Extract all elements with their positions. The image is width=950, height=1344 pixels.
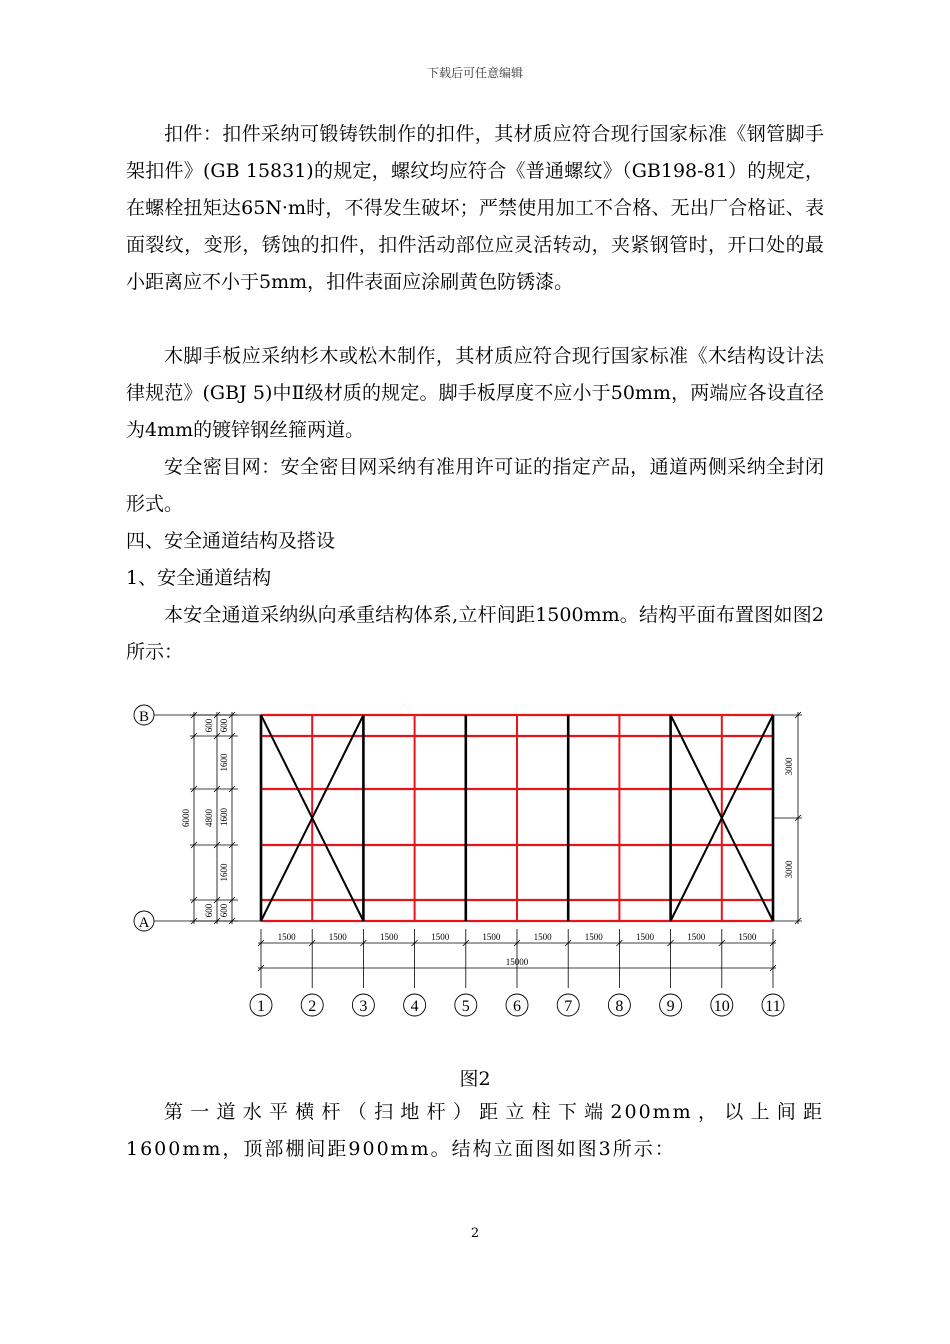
dim-segment-label: 600 bbox=[219, 903, 229, 918]
page-number: 2 bbox=[470, 1226, 480, 1241]
paragraph-safety-net: 安全密目网：安全密目网采纳有准用许可证的指定产品，通道两侧采纳全封闭形式。 bbox=[126, 456, 824, 515]
dim-segment-label: 1600 bbox=[219, 863, 229, 882]
column-axis-label: 8 bbox=[615, 998, 624, 1015]
bay-spacing-label: 1500 bbox=[277, 932, 296, 942]
paragraph-scaffold-board: 木脚手板应采纳杉木或松木制作，其材质应符合现行国家标准《木结构设计法律规范》(GBJ 5)中Ⅱ级材质的规定。脚手板厚度不应小于50mm，两端应各设直径为4mm的镀锌钢丝箍两道。 bbox=[126, 345, 824, 441]
column-axis-label: 7 bbox=[564, 998, 573, 1015]
page-header: 下载后可任意编辑 bbox=[426, 66, 523, 80]
bay-spacing-label: 1500 bbox=[533, 932, 552, 942]
dim-right-label: 3000 bbox=[784, 757, 794, 776]
bay-spacing-label: 1500 bbox=[328, 932, 347, 942]
bay-spacing-label: 1500 bbox=[584, 932, 603, 942]
paragraph-structure-intro: 本安全通道采纳纵向承重结构体系,立杆间距1500mm。结构平面布置图如图2所示： bbox=[126, 604, 824, 663]
figure-caption: 图2 bbox=[459, 1068, 491, 1090]
bay-spacing-label: 1500 bbox=[431, 932, 450, 942]
column-axis-label: 11 bbox=[765, 998, 781, 1015]
column-axis-label: 4 bbox=[410, 998, 419, 1015]
dim-segment-label: 600 bbox=[219, 718, 229, 733]
column-axis-label: 6 bbox=[513, 998, 521, 1015]
dim-segment-label: 1600 bbox=[219, 753, 229, 772]
axis-label-A: A bbox=[138, 915, 150, 931]
bay-spacing-label: 1500 bbox=[636, 932, 654, 942]
column-axis-label: 2 bbox=[308, 998, 317, 1015]
total-length-label: 15000 bbox=[505, 957, 529, 967]
column-axis-label: 9 bbox=[666, 998, 675, 1015]
dim-edge-label: 600 bbox=[204, 903, 214, 918]
bay-spacing-label: 1500 bbox=[482, 932, 501, 942]
subsection-heading-4-1: 1、安全通道结构 bbox=[126, 567, 272, 589]
paragraph-fasteners: 扣件：扣件采纳可锻铸铁制作的扣件，其材质应符合现行国家标准《钢管脚手架扣件》(GB 15831)的规定，螺纹均应符合《普通螺纹》（GB198-81）的规定，在螺栓扭矩达65N·m时，不得发生破坏；严禁使用加工不合格、无出厂合格证、表面裂纹，变形，锈蚀的扣件，扣件活动部位应灵活转动，夹紧钢管时，开口处的最小距离应不小于5mm，扣件表面应涂刷黄色防锈漆。 bbox=[126, 123, 824, 293]
dim-inner-label: 4800 bbox=[204, 809, 214, 827]
structural-plan-drawing bbox=[126, 700, 824, 1030]
bay-spacing-label: 1500 bbox=[738, 932, 757, 942]
column-axis-label: 1 bbox=[257, 998, 265, 1015]
axis-label-B: B bbox=[138, 709, 150, 725]
dim-overall-label: 6000 bbox=[181, 809, 191, 827]
structural-plan-figure bbox=[126, 700, 824, 1030]
column-axis-label: 10 bbox=[713, 998, 730, 1015]
dim-edge-label: 600 bbox=[204, 718, 214, 733]
dim-segment-label: 1600 bbox=[219, 808, 229, 826]
column-axis-label: 5 bbox=[461, 998, 470, 1015]
bay-spacing-label: 1500 bbox=[380, 932, 398, 942]
section-heading-4: 四、安全通道结构及搭设 bbox=[126, 530, 336, 552]
paragraph-horizontal-bars: 第一道水平横杆（扫地杆）距立柱下端200mm，以上间距1600mm，顶部棚间距900mm。结构立面图如图3所示： bbox=[126, 1101, 824, 1160]
bay-spacing-label: 1500 bbox=[687, 932, 706, 942]
column-axis-label: 3 bbox=[359, 998, 368, 1015]
dim-right-label: 3000 bbox=[784, 860, 794, 879]
